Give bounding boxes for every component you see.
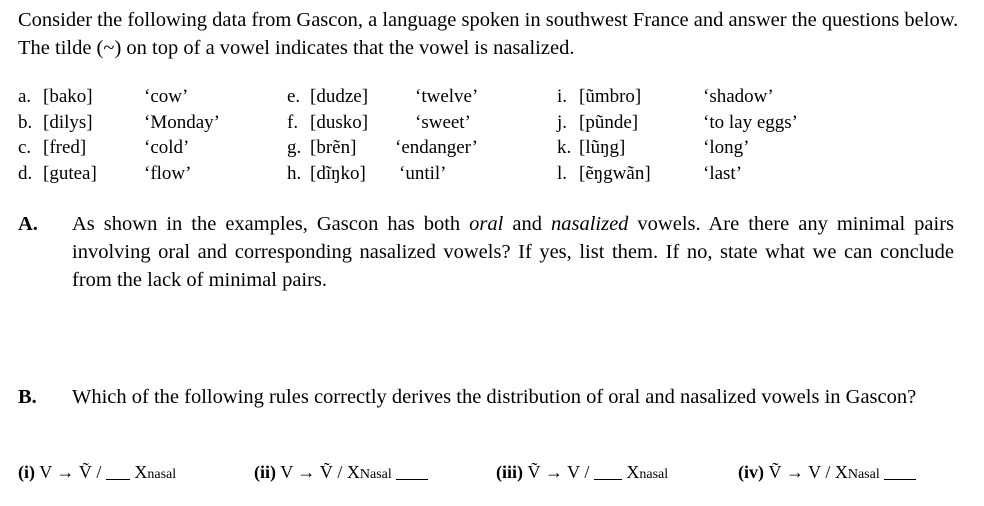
item-gloss: ‘endanger’ [395,137,478,158]
rule-number: (iii) [496,462,523,482]
word-oral: oral [469,213,504,235]
item-label: c. [18,137,32,158]
item-gloss: ‘long’ [703,137,750,158]
item-label: a. [18,86,32,107]
item-label: i. [557,86,568,107]
question-b-letter: B. [18,386,37,408]
item-gloss: ‘cow’ [144,86,189,107]
item-form: [bako] [43,86,93,107]
item-label: e. [287,86,301,107]
rule-x: X [626,462,640,482]
rule-blank [106,461,130,480]
rule-subscript: Nasal [359,467,392,482]
rule-option-i [18,458,176,489]
item-gloss: ‘sweet’ [415,111,471,133]
item-label: l. [557,162,568,184]
word-nasalized: nasalized [550,213,629,235]
rule-formula: Ṽ → V / [527,462,590,482]
item-gloss: ‘last’ [703,162,743,184]
item-form: [ẽŋgwãn] [579,162,651,184]
item-gloss: ‘shadow’ [703,86,774,107]
item-label: k. [557,137,572,158]
item-label: j. [557,111,568,133]
item-label: h. [287,162,302,184]
rule-option-iii [496,458,668,489]
rule-blank [594,461,622,480]
rule-formula: V → Ṽ / [39,462,102,482]
item-label: g. [287,137,302,158]
item-label: b. [18,111,33,133]
item-label: f. [287,111,299,133]
item-form: [ũmbro] [579,86,642,107]
question-a-text [72,210,954,294]
rule-blank [884,461,916,480]
item-gloss: ‘to lay eggs’ [703,111,798,133]
item-label: d. [18,162,33,184]
item-gloss: ‘Monday’ [144,111,220,133]
question-b-text: Which of the following rules correctly derives the distribution of oral and nasalized vowels in Gascon? [72,386,917,408]
rule-number: (i) [18,462,35,482]
item-form: [pũnde] [579,111,639,133]
rule-number: (iv) [738,462,764,482]
question-a-text-2: and [503,213,551,235]
rule-option-iv [738,458,916,489]
item-form: [fred] [43,137,87,158]
rule-subscript: nasal [639,467,669,482]
question-a-text-1: As shown in the examples, Gascon has both [72,213,470,235]
rule-formula: V → Ṽ / X [280,462,360,482]
rule-x: X [134,462,148,482]
item-gloss: ‘until’ [399,162,447,184]
item-gloss: ‘flow’ [144,162,192,184]
question-a-letter: A. [18,213,38,235]
item-form: [gutea] [43,162,97,184]
rule-blank [396,461,428,480]
rule-option-ii [254,458,428,489]
intro-paragraph: Consider the following data from Gascon, a language spoken in southwest France and answer the questions below. The tilde (~) on top of a vowel indicates that the vowel is nasalized. [18,9,959,59]
question-a-text-3: vowels. Are there any minimal pairs involving oral and corresponding nasalized vowels? If yes, list them. If no, state what we can conclude from the lack of minimal pairs. [72,213,955,291]
item-form: [brẽn] [310,137,357,158]
item-form: [dĩŋko] [310,162,366,184]
rule-formula: Ṽ → V / X [768,462,848,482]
item-form: [dudze] [310,86,369,107]
item-form: [dilys] [43,111,93,133]
rule-subscript: Nasal [847,467,880,482]
rule-subscript: nasal [147,467,177,482]
item-gloss: ‘cold’ [144,137,190,158]
item-form: [dusko] [310,111,369,133]
item-gloss: ‘twelve’ [415,86,479,107]
rule-number: (ii) [254,462,276,482]
item-form: [lũŋg] [579,137,626,158]
